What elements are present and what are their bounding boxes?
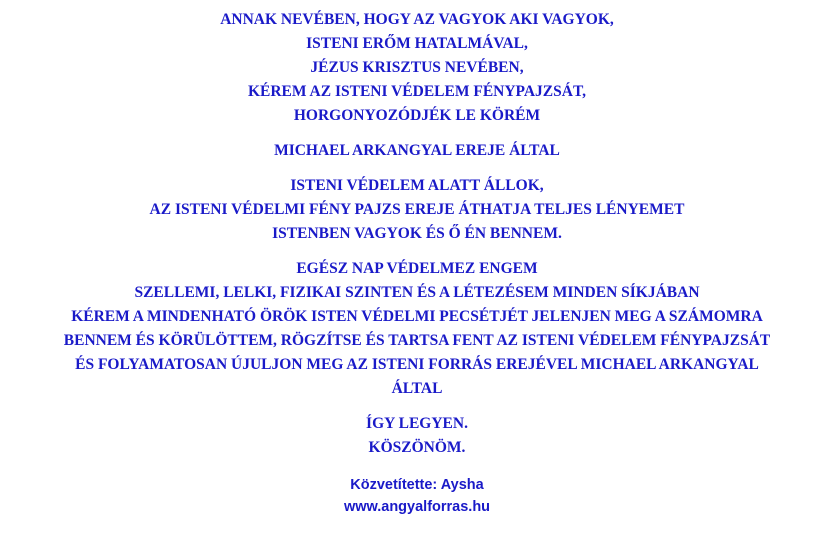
footer (0, 474, 834, 518)
stanza-archangel (0, 139, 834, 163)
text-line: ISTENBEN VAGYOK ÉS Ő ÉN BENNEM. (272, 225, 562, 242)
stanza-protection (0, 174, 834, 246)
stanza-invocation (0, 8, 834, 128)
text-line: ANNAK NEVÉBEN, HOGY AZ VAGYOK AKI VAGYOK, (220, 11, 614, 28)
text-line: AZ ISTENI VÉDELMI FÉNY PAJZS EREJE ÁTHATJA TELJES LÉNYEMET (149, 201, 685, 218)
text-line: ISTENI ERŐM HATALMÁVAL, (306, 35, 528, 52)
stanza-closing (0, 412, 834, 460)
website-link[interactable]: www.angyalforras.hu (343, 499, 491, 515)
text-line: ISTENI VÉDELEM ALATT ÁLLOK, (290, 177, 544, 194)
prayer-document (0, 8, 834, 518)
text-line: ÍGY LEGYEN. (366, 415, 468, 432)
text-line: MICHAEL ARKANGYAL EREJE ÁLTAL (274, 142, 560, 159)
text-line: EGÉSZ NAP VÉDELMEZ ENGEM (296, 260, 538, 277)
text-line: KÖSZÖNÖM. (368, 439, 466, 456)
text-line: ÉS FOLYAMATOSAN ÚJULJON MEG AZ ISTENI FORRÁS EREJÉVEL MICHAEL ARKANGYAL (75, 356, 759, 373)
text-line: ÁLTAL (391, 380, 443, 397)
text-line: JÉZUS KRISZTUS NEVÉBEN, (310, 59, 524, 76)
text-line: BENNEM ÉS KÖRÜLÖTTEM, RÖGZÍTSE ÉS TARTSA FENT AZ ISTENI VÉDELEM FÉNYPAJZSÁT (63, 332, 771, 349)
stanza-daily-protection (0, 257, 834, 401)
credit-text: Közvetítette: Aysha (350, 477, 484, 493)
text-line: SZELLEMI, LELKI, FIZIKAI SZINTEN ÉS A LÉTEZÉSEM MINDEN SÍKJÁBAN (134, 284, 700, 301)
text-line: KÉREM AZ ISTENI VÉDELEM FÉNYPAJZSÁT, (247, 83, 587, 100)
text-line: HORGONYOZÓDJÉK LE KÖRÉM (293, 107, 541, 124)
text-line: KÉREM A MINDENHATÓ ÖRÖK ISTEN VÉDELMI PECSÉTJÉT JELENJEN MEG A SZÁMOMRA (71, 308, 763, 325)
